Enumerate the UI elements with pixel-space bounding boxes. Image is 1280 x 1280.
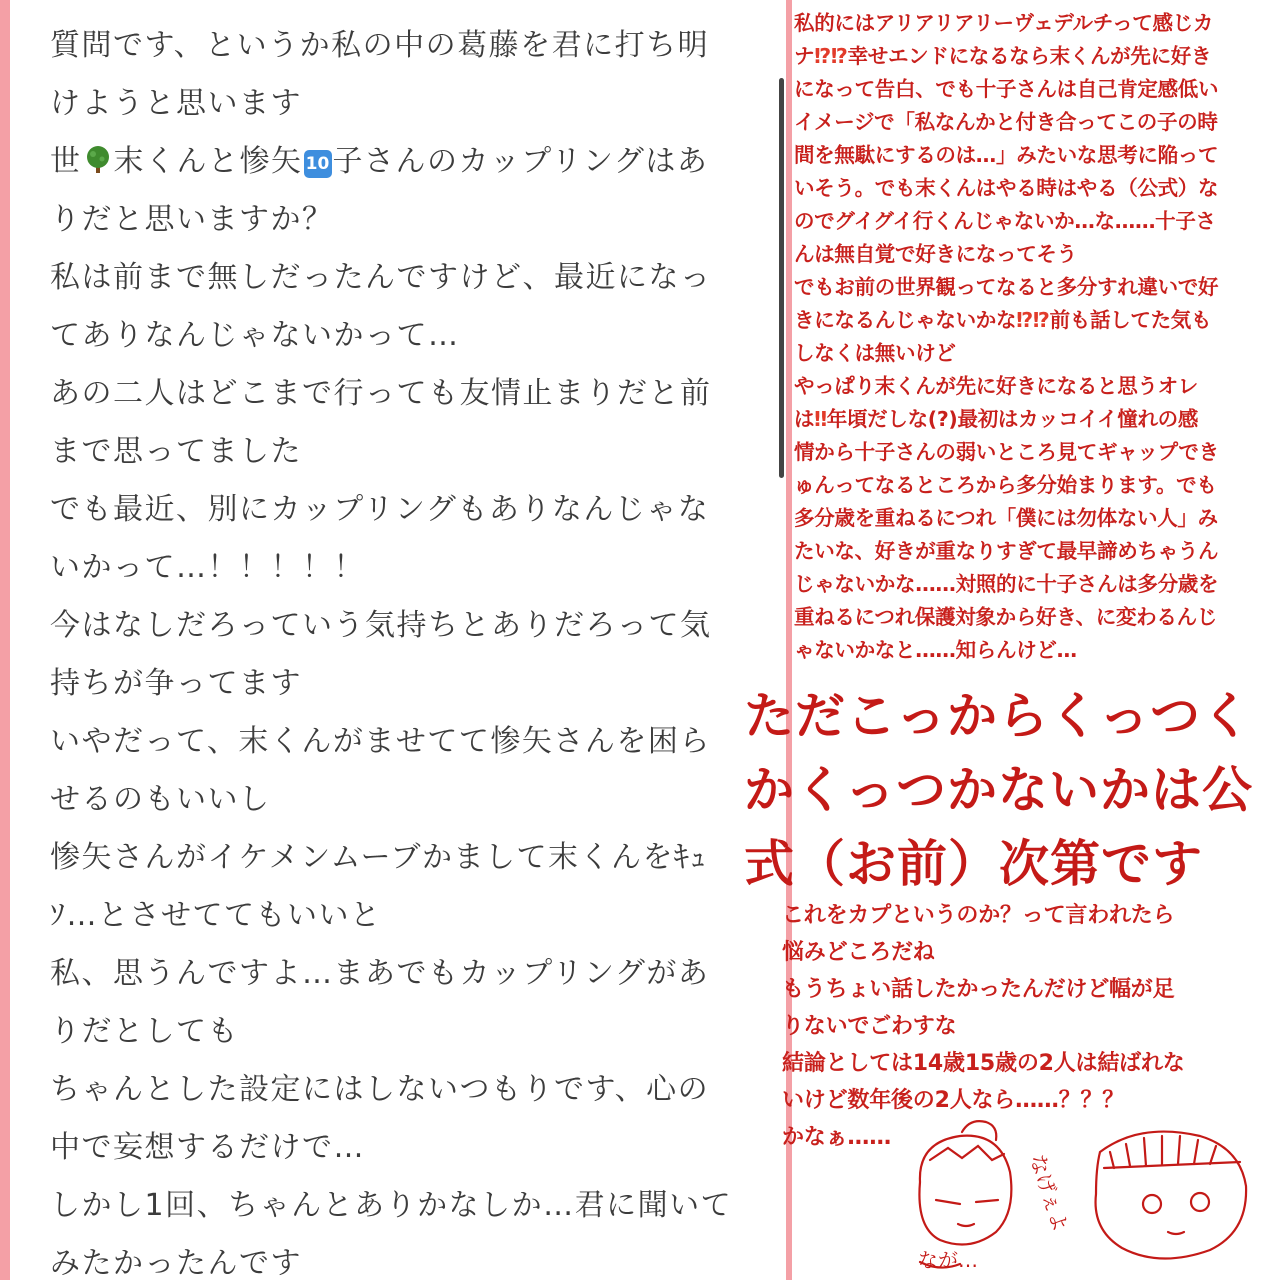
question-line: 今はなしだろっていう気持ちとありだろって気 (50, 608, 712, 643)
answer-line: じゃないかな……対照的に十子さんは多分歳を (794, 572, 1219, 596)
answer-line: 情から十子さんの弱いところ見てギャップでき (794, 440, 1219, 464)
answer-line: ゅんってなるところから多分始まります。でも (794, 473, 1217, 497)
answer-line: 間を無駄にするのは…」みたいな思考に陥って (794, 143, 1219, 167)
question-line: ｿ…とさせててもいいと (50, 898, 382, 933)
answer-line: しなくは無いけど (794, 341, 956, 365)
answer-line: 多分歳を重ねるにつれ「僕には勿体ない人」み (794, 506, 1218, 530)
question-line: てありなんじゃないかって… (50, 318, 460, 353)
answer-line: 重ねるにつれ保護対象から好き、に変わるんじ (794, 605, 1217, 629)
closing-line: 悩みどころだね (782, 940, 935, 965)
left-edge-border (0, 0, 10, 1280)
closing-line: 結論としては14歳15歳の2人は結ばれな (782, 1051, 1185, 1076)
scrollbar-thumb[interactable] (779, 78, 784, 478)
big-answer-line: 式（お前）次第です (744, 835, 1203, 893)
question-line: 中で妄想するだけで… (50, 1130, 365, 1165)
double-exclamation-emoji-icon: ‼ (814, 407, 827, 431)
question-line: けようと思います (50, 86, 302, 121)
question-line: まで思ってました (50, 434, 302, 469)
question-line: 惨矢さんがイケメンムーブかまして末くんをｷｭ (50, 840, 707, 875)
question-line: 私、思うんですよ…まあでもカップリングがあ (50, 956, 710, 991)
question-line: いやだって、末くんがませてて惨矢さんを困ら (50, 724, 711, 759)
question-line: りだと思いますか？ (50, 202, 334, 237)
closing-line: りないでごわすな (782, 1014, 957, 1039)
question-line: いかって…！！！！！ (50, 550, 365, 585)
answer-line-with-marks: ナ⁉⁉幸せエンドになるなら末くんが先に好き (794, 44, 1212, 68)
answer-line: イメージで「私なんかと付き合ってこの子の時 (794, 110, 1218, 134)
question-line: みたかったんです (50, 1246, 302, 1280)
doodle-caption: なげぇよ (1025, 1151, 1073, 1235)
big-answer-line: かくっつかないかは公 (744, 761, 1253, 819)
question-line-with-emoji: 世 末くんと惨矢 10 子さんのカップリングはあ (50, 144, 709, 179)
question-panel[interactable] (10, 0, 778, 1280)
interrobang-emoji-icon: ⁉ (830, 44, 848, 68)
doodle-caption: なが… (918, 1248, 978, 1272)
interrobang-emoji-icon: ⁉ (814, 44, 831, 68)
answer-line: たいな、好きが重なりすぎて最早諦めちゃうん (794, 539, 1219, 563)
keycap-ten-emoji-icon: 10 (304, 150, 332, 178)
closing-line: いけど数年後の2人なら……？？？ (782, 1088, 1125, 1113)
answer-line-with-marks: きになるんじゃないかな⁉⁉前も話してた気も (794, 308, 1212, 332)
interrobang-emoji-icon: ⁉ (1032, 308, 1050, 332)
question-line: しかし1回、ちゃんとありかなしか…君に聞いて (50, 1188, 733, 1223)
answer-line: 私的にはアリアリアリーヴェデルチって感じカ (794, 11, 1214, 35)
answer-line: いそう。でも末くんはやる時はやる（公式）な (794, 176, 1219, 200)
question-line: あの二人はどこまで行っても友情止まりだと前 (50, 376, 712, 411)
question-line: 質問です、というか私の中の葛藤を君に打ち明 (50, 28, 710, 63)
question-line: りだとしても (50, 1014, 239, 1049)
answer-line: ゃないかなと……知らんけど… (794, 638, 1077, 662)
interrobang-emoji-icon: ⁉ (1016, 308, 1033, 332)
closing-line: もうちょい話したかったんだけど幅が足 (782, 977, 1175, 1002)
answer-line: のでグイグイ行くんじゃないか…な……十子さ (794, 209, 1216, 233)
answer-line: やっぱり末くんが先に好きになると思うオレ (794, 374, 1198, 398)
question-line: でも最近、別にカップリングもありなんじゃな (50, 492, 710, 527)
answer-line: になって告白、でも十子さんは自己肯定感低い (794, 77, 1219, 101)
question-line: ちゃんとした設定にはしないつもりです、心の (50, 1072, 710, 1107)
question-line: せるのもいいし (50, 782, 271, 817)
tree-emoji-icon (83, 145, 113, 175)
answer-line: んは無自覚で好きになってそう (794, 242, 1077, 266)
closing-line: これをカプというのか？って言われたら (782, 903, 1175, 928)
big-answer-line: ただこっからくっつく (744, 687, 1252, 745)
closing-line: かなぁ…… (782, 1125, 892, 1150)
question-line: 持ちが争ってます (50, 666, 302, 701)
answer-line: でもお前の世界観ってなると多分すれ違いで好 (794, 275, 1219, 299)
question-line: 私は前まで無しだったんですけど、最近になっ (50, 260, 712, 295)
answer-line-with-marks: は‼年頃だしな(?)最初はカッコイイ憧れの感 (794, 407, 1199, 431)
